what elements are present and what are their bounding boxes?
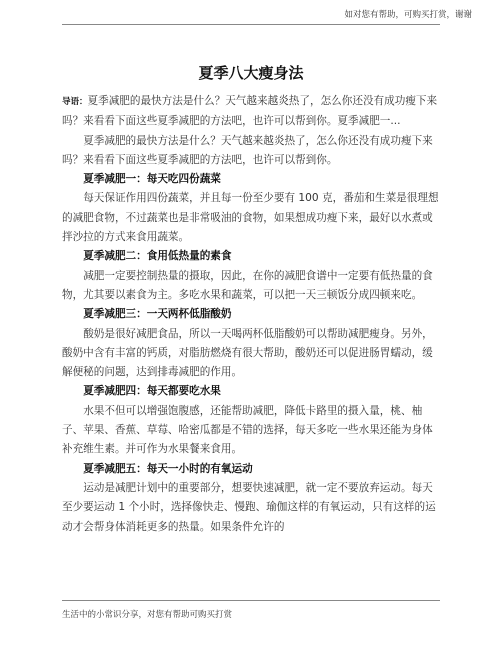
body-paragraph: 夏季减肥的最快方法是什么？天气越来越炎热了，怎么你还没有成功瘦下来吗？来看看下面这些夏季减肥的方法吧，也许可以帮到你。 — [62, 134, 433, 166]
section-heading: 夏季减肥一：每天吃四份蔬菜 — [83, 173, 221, 186]
intro-paragraph — [62, 92, 440, 132]
body-paragraph: 每天保证作用四份蔬菜，并且每一份至少要有 100 克，番茄和生菜是很理想的减肥食物，不过蔬菜也是非常吸油的食物，如果想成功瘦下来，最好以水煮或拌沙拉的方式来食用蔬菜。 — [62, 192, 439, 244]
header-note: 如对您有帮助，可购买打赏，谢谢 — [344, 10, 472, 20]
footer-rule — [62, 600, 440, 601]
document-body — [62, 92, 440, 537]
header-rule — [62, 24, 440, 25]
section-heading: 夏季减肥五：每天一小时的有氧运动 — [83, 462, 253, 475]
body-paragraph: 运动是减肥计划中的重要部分，想要快速减肥，就一定不要放弃运动。每天至少要运动 1 个小时，选择像快走、慢跑、瑜伽这样的有氧运动，只有这样的运动才会帮身体消耗更多的热量。如果条件允许的 — [62, 481, 436, 533]
body-paragraph: 减肥一定要控制热量的摄取，因此，在你的减肥食谱中一定要有低热量的食物，尤其要以素食为主。多吃水果和蔬菜，可以把一天三顿饭分成四顿来吃。 — [62, 269, 433, 301]
intro-text: 夏季减肥的最快方法是什么？天气越来越炎热了，怎么你还没有成功瘦下来吗？来看看下面这些夏季减肥的方法吧，也许可以帮到你。夏季减肥一... — [62, 95, 438, 128]
page-title: 夏季八大瘦身法 — [198, 64, 304, 82]
footer-note: 生活中的小常识分享，对您有帮助可购买打赏 — [62, 610, 233, 620]
body-paragraph: 酸奶是很好减肥食品，所以一天喝两杯低脂酸奶可以帮助减肥瘦身。另外，酸奶中含有丰富的钙质，对脂肪燃烧有很大帮助，酸奶还可以促进肠胃蠕动，缓解便秘的问题，达到排毒减肥的作用。 — [62, 327, 433, 379]
body-paragraph: 水果不但可以增强饱腹感，还能帮助减肥，降低卡路里的摄入量，桃、柚子、苹果、香蕉、草莓、哈密瓜都是不错的选择，每天多吃一些水果还能为身体补充维生素。并可作为水果餐来食用。 — [62, 404, 433, 456]
intro-lead: 导语： — [62, 97, 88, 107]
section-heading: 夏季减肥三：一天两杯低脂酸奶 — [83, 308, 232, 321]
section-heading: 夏季减肥四：每天都要吃水果 — [83, 385, 221, 398]
section-heading: 夏季减肥二：食用低热量的素食 — [83, 250, 232, 263]
